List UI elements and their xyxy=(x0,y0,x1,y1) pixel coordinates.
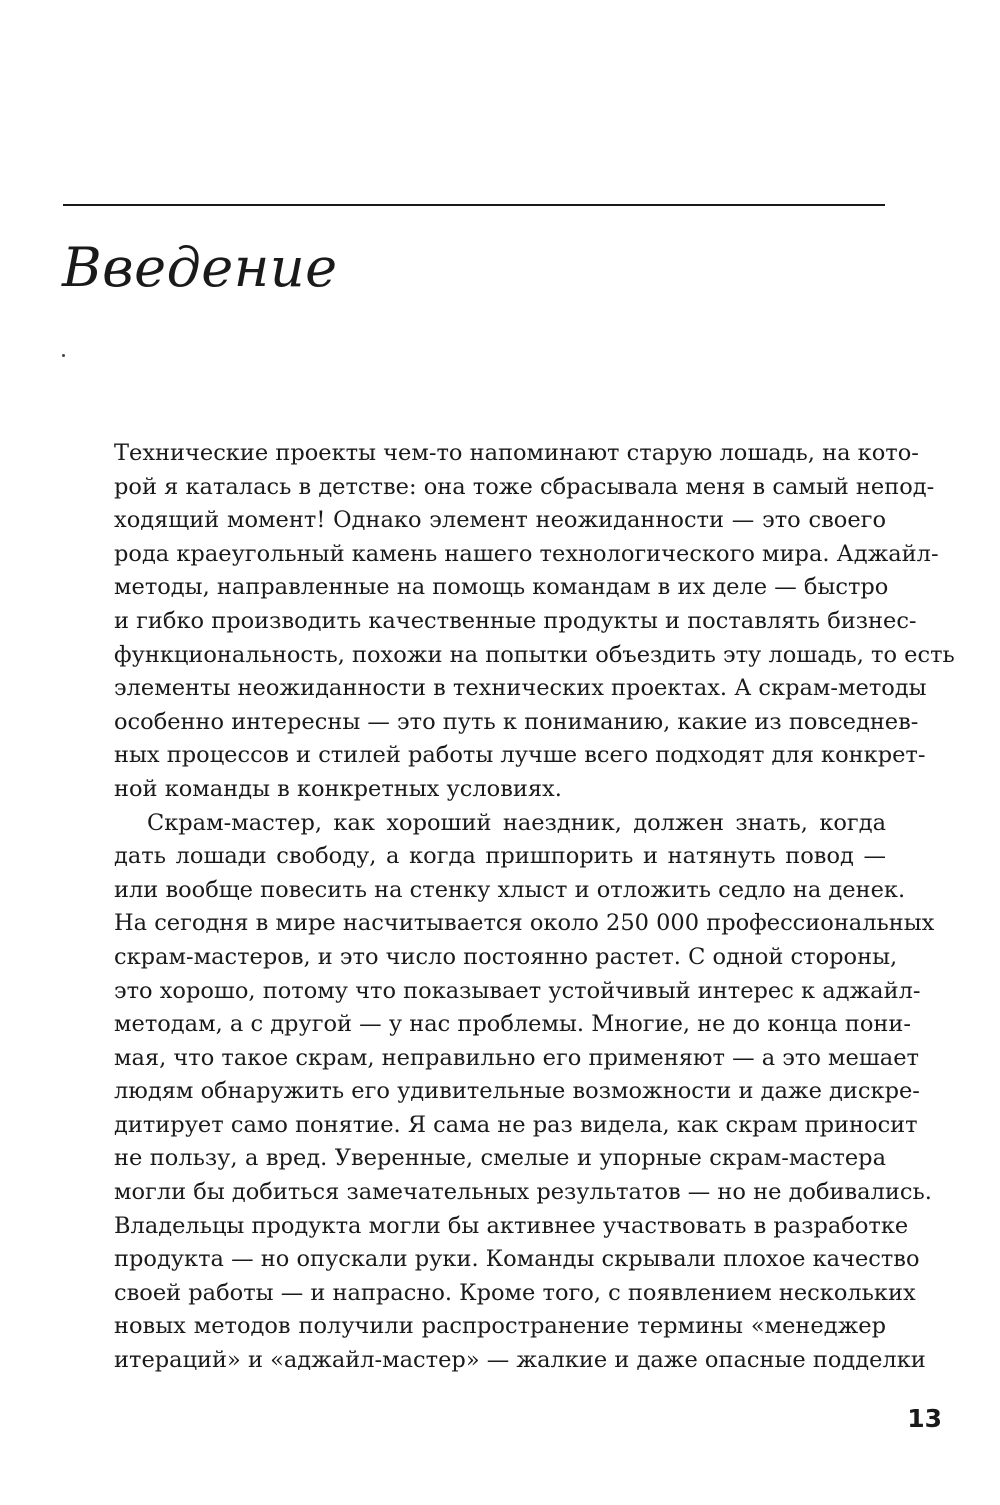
text-line: новых методов получили распространение термины «менеджер xyxy=(114,1313,886,1340)
text-line: мая, что такое скрам, неправильно его применяют — а это мешает xyxy=(114,1044,919,1071)
text-line: или вообще повесить на стенку хлыст и отложить седло на денек. xyxy=(114,876,906,903)
text-line: Владельцы продукта могли бы активнее участвовать в разработке xyxy=(114,1212,909,1239)
text-line: На сегодня в мире насчитывается около 250 000 профессиональных xyxy=(114,910,935,937)
text-line: продукта — но опускали руки. Команды скрывали плохое качество xyxy=(114,1246,920,1273)
text-line: функциональность, похожи на попытки объездить эту лошадь, то есть xyxy=(114,641,955,668)
text-line: дитирует само понятие. Я сама не раз видела, как скрам приносит xyxy=(114,1111,918,1138)
text-line: не пользу, а вред. Уверенные, смелые и упорные скрам-мастера xyxy=(114,1145,886,1172)
body-text xyxy=(114,437,955,1378)
chapter-rule xyxy=(63,204,885,206)
text-line: Скрам-мастер, как хороший наездник, должен знать, когда xyxy=(147,809,886,836)
paragraph-1 xyxy=(114,437,955,807)
text-line: ходящий момент! Однако элемент неожиданности — это своего xyxy=(114,507,886,534)
text-line: ных процессов и стилей работы лучше всего подходят для конкрет- xyxy=(114,742,926,769)
chapter-title: Введение xyxy=(62,236,338,299)
print-speck xyxy=(62,354,65,357)
text-line: дать лошади свободу, а когда пришпорить и натянуть повод — xyxy=(114,843,886,870)
text-line: особенно интересны — это путь к пониманию, какие из повседнев- xyxy=(114,708,919,735)
page-number: 13 xyxy=(907,1404,942,1433)
text-line: ной команды в конкретных условиях. xyxy=(114,775,562,802)
text-line: рода краеугольный камень нашего технологического мира. Аджайл- xyxy=(114,540,939,567)
text-line: Технические проекты чем-то напоминают старую лошадь, на кото- xyxy=(114,440,919,466)
text-line: методам, а с другой — у нас проблемы. Многие, не до конца пони- xyxy=(114,1011,911,1038)
text-line: это хорошо, потому что показывает устойчивый интерес к аджайл- xyxy=(114,977,921,1004)
text-line: и гибко производить качественные продукты и поставлять бизнес- xyxy=(114,607,917,634)
text-line: методы, направленные на помощь командам в их деле — быстро xyxy=(114,574,889,601)
paragraph-2 xyxy=(114,807,935,1378)
text-line: итераций» и «аджайл-мастер» — жалкие и даже опасные подделки xyxy=(114,1347,926,1374)
text-line: своей работы — и напрасно. Кроме того, с появлением нескольких xyxy=(114,1279,916,1306)
text-line: могли бы добиться замечательных результатов — но не добивались. xyxy=(114,1179,932,1206)
text-line: скрам-мастеров, и это число постоянно растет. С одной стороны, xyxy=(114,943,898,970)
text-line: людям обнаружить его удивительные возможности и даже дискре- xyxy=(114,1078,920,1105)
text-line: элементы неожиданности в технических проектах. А скрам-методы xyxy=(114,675,927,702)
text-line: рой я каталась в детстве: она тоже сбрасывала меня в самый непод- xyxy=(114,473,935,500)
